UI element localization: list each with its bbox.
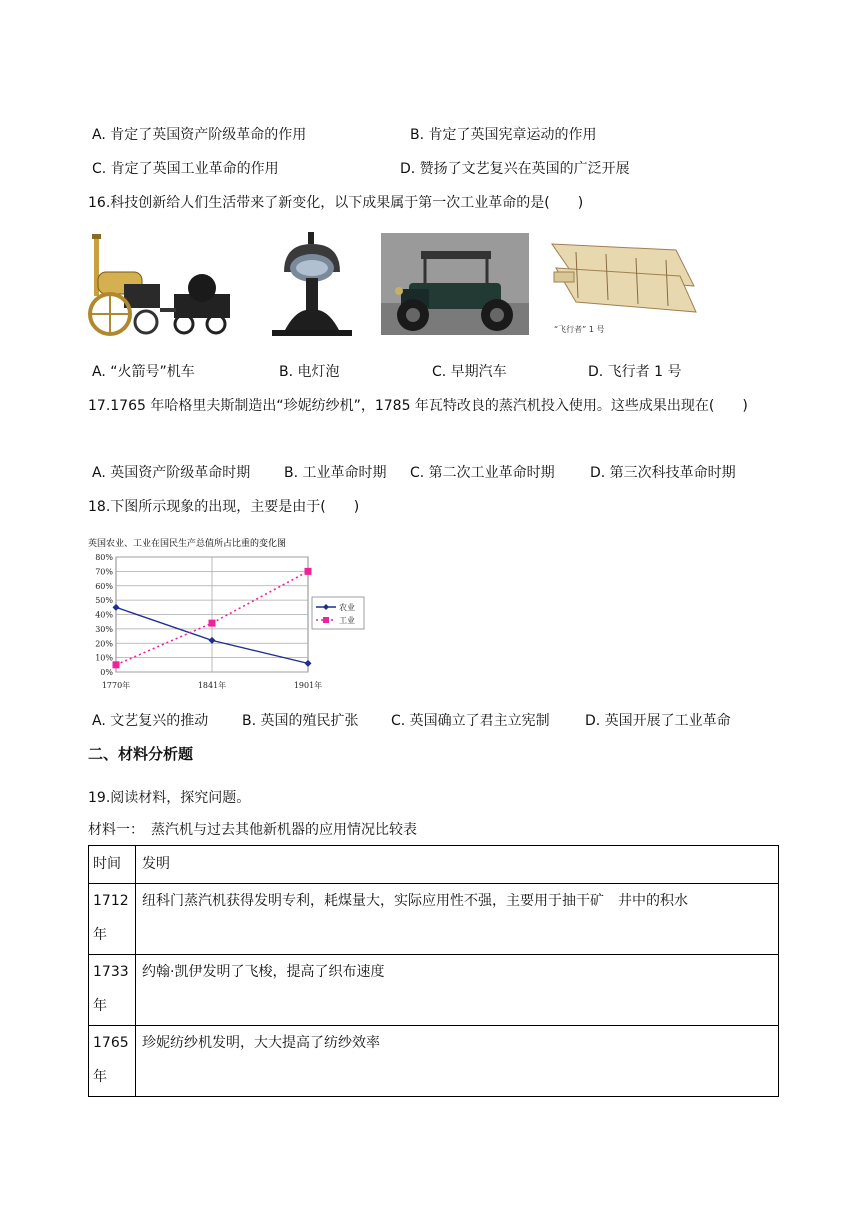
- chart-y-tick-label: 80%: [95, 553, 113, 562]
- q19-stem: 19.阅读材料，探究问题。: [88, 790, 251, 806]
- q16-option-c: C. 早期汽车: [432, 364, 507, 380]
- chart-y-tick-label: 30%: [95, 624, 113, 634]
- chart-x-tick-label: 1841年: [197, 681, 227, 690]
- chart-legend: [312, 597, 364, 629]
- q16-option-b: B. 电灯泡: [279, 364, 340, 380]
- chart-legend-label: 农业: [339, 603, 355, 612]
- light-bulb-image: [264, 232, 360, 338]
- chart-point: [305, 568, 312, 575]
- table-header-time: 时间: [89, 846, 136, 884]
- q18-option-d: D. 英国开展了工业革命: [585, 713, 731, 729]
- q17-option-c: C. 第二次工业革命时期: [410, 465, 555, 481]
- q15-option-a: A. 肯定了英国资产阶级革命的作用: [92, 127, 307, 143]
- chart-legend-marker: [323, 617, 329, 623]
- wright-flyer-image: [546, 232, 700, 338]
- table-cell-text: 约翰·凯伊发明了飞梭，提高了织布速度: [136, 955, 779, 1026]
- chart-y-tick-label: 40%: [95, 610, 113, 620]
- q18-stem: 18.下图所示现象的出现，主要是由于( ): [88, 499, 360, 515]
- table-header-row: [89, 846, 779, 884]
- q16-stem: 16.科技创新给人们生活带来了新变化，以下成果属于第一次工业革命的是( ): [88, 195, 584, 211]
- agri-industry-chart: [86, 535, 368, 695]
- chart-x-tick-label: 1901年: [293, 681, 323, 690]
- table-cell-year: 1733 年: [89, 955, 136, 1026]
- q17-option-d: D. 第三次科技革命时期: [590, 465, 736, 481]
- section-title: 二、材料分析题: [88, 745, 194, 763]
- q17-option-a: A. 英国资产阶级革命时期: [92, 465, 251, 481]
- chart-legend-box: [312, 597, 364, 629]
- chart-y-tick-label: 10%: [95, 653, 113, 663]
- q18-option-c: C. 英国确立了君主立宪制: [391, 713, 550, 729]
- table-row: [89, 1026, 779, 1097]
- chart-y-ticks: [95, 553, 113, 677]
- table-cell-year: 1712 年: [89, 884, 136, 955]
- material-label: 材料一： 蒸汽机与过去其他新机器的应用情况比较表: [88, 822, 417, 838]
- chart-y-tick-label: 20%: [95, 639, 113, 649]
- q15-option-c: C. 肯定了英国工业革命的作用: [92, 161, 279, 177]
- rocket-locomotive-image: [84, 232, 234, 338]
- q16-option-a: A. “火箭号”机车: [92, 364, 195, 380]
- table-cell-year: 1765 年: [89, 1026, 136, 1097]
- q15-option-d: D. 赞扬了文艺复兴在英国的广泛开展: [400, 161, 630, 177]
- q15-option-b: B. 肯定了英国宪章运动的作用: [410, 127, 597, 143]
- chart-legend-label: 工业: [339, 616, 355, 625]
- table-cell-text: 珍妮纺纱机发明，大大提高了纺纱效率: [136, 1026, 779, 1097]
- q17-stem: 17.1765 年哈格里夫斯制造出“珍妮纺纱机”，1785 年瓦特改良的蒸汽机投入使用。这些成果出现在( ): [88, 398, 748, 414]
- table-cell-text: 纽科门蒸汽机获得发明专利，耗煤量大，实际应用性不强，主要用于抽干矿 井中的积水: [136, 884, 779, 955]
- chart-y-tick-label: 0%: [100, 668, 113, 677]
- early-car-image: [381, 233, 529, 335]
- q18-option-b: B. 英国的殖民扩张: [242, 713, 359, 729]
- flyer-caption: “飞行者” 1 号: [554, 325, 605, 334]
- chart-y-tick-label: 70%: [95, 567, 113, 577]
- q16-option-d: D. 飞行者 1 号: [588, 364, 682, 380]
- chart-y-tick-label: 60%: [95, 581, 113, 591]
- inventions-table: [88, 845, 779, 1097]
- q18-option-a: A. 文艺复兴的推动: [92, 713, 209, 729]
- chart-y-tick-label: 50%: [95, 596, 113, 606]
- chart-grid: [116, 557, 308, 672]
- chart-title: 英国农业、工业在国民生产总值所占比重的变化图: [88, 539, 287, 549]
- table-row: [89, 955, 779, 1026]
- chart-x-tick-label: 1770年: [101, 681, 131, 690]
- chart-x-ticks: [102, 680, 322, 690]
- chart-point: [209, 620, 216, 627]
- q17-option-b: B. 工业革命时期: [284, 465, 387, 481]
- table-row: [89, 884, 779, 955]
- table-header-invention: 发明: [136, 846, 779, 884]
- chart-point: [113, 661, 120, 668]
